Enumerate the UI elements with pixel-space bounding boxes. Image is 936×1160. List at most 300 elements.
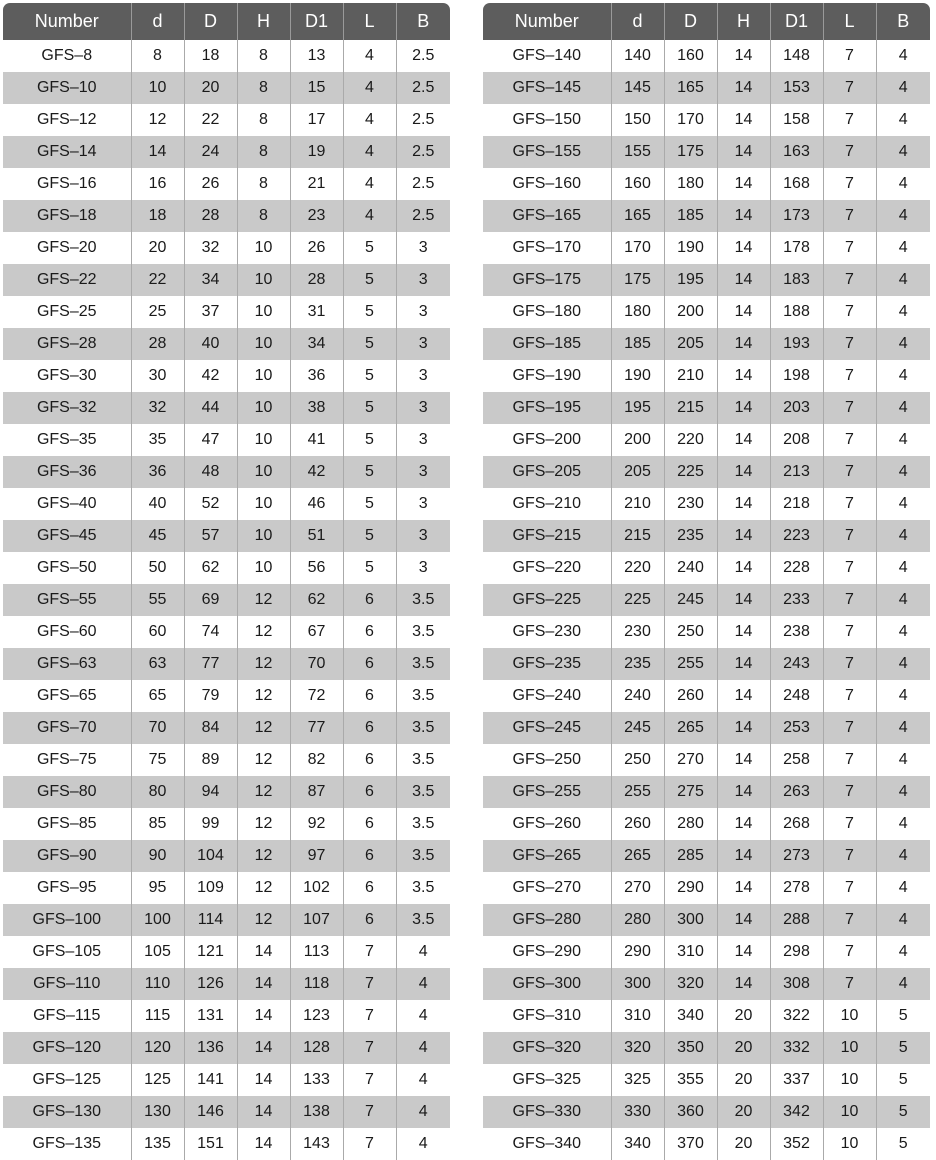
cell-D1: 158 <box>770 104 823 136</box>
cell-d: 270 <box>611 872 664 904</box>
table-row <box>3 424 450 456</box>
cell-L: 7 <box>823 296 876 328</box>
cell-D: 265 <box>664 712 717 744</box>
header-number: Number <box>483 3 611 40</box>
table-row <box>3 1128 450 1160</box>
table-row <box>483 392 930 424</box>
cell-number: GFS–25 <box>3 296 131 328</box>
table-row <box>483 520 930 552</box>
cell-D1: 72 <box>290 680 343 712</box>
cell-H: 10 <box>237 552 290 584</box>
header-L: L <box>823 3 876 40</box>
cell-D: 370 <box>664 1128 717 1160</box>
cell-number: GFS–70 <box>3 712 131 744</box>
cell-H: 14 <box>717 456 770 488</box>
cell-D1: 238 <box>770 616 823 648</box>
cell-d: 210 <box>611 488 664 520</box>
cell-D: 225 <box>664 456 717 488</box>
cell-D: 250 <box>664 616 717 648</box>
cell-number: GFS–12 <box>3 104 131 136</box>
cell-d: 140 <box>611 40 664 72</box>
cell-D1: 77 <box>290 712 343 744</box>
header-B: B <box>396 3 450 40</box>
cell-number: GFS–80 <box>3 776 131 808</box>
table-row <box>483 936 930 968</box>
cell-D1: 298 <box>770 936 823 968</box>
cell-D1: 153 <box>770 72 823 104</box>
cell-B: 3.5 <box>396 616 450 648</box>
cell-H: 14 <box>717 136 770 168</box>
cell-B: 3.5 <box>396 808 450 840</box>
cell-B: 3 <box>396 456 450 488</box>
cell-L: 7 <box>823 648 876 680</box>
cell-D: 170 <box>664 104 717 136</box>
cell-L: 7 <box>823 392 876 424</box>
cell-B: 3 <box>396 232 450 264</box>
cell-D: 280 <box>664 808 717 840</box>
cell-D1: 168 <box>770 168 823 200</box>
cell-D: 32 <box>184 232 237 264</box>
cell-d: 65 <box>131 680 184 712</box>
cell-H: 14 <box>717 104 770 136</box>
table-row <box>3 552 450 584</box>
cell-H: 14 <box>717 296 770 328</box>
cell-d: 340 <box>611 1128 664 1160</box>
cell-L: 7 <box>823 232 876 264</box>
cell-D1: 97 <box>290 840 343 872</box>
cell-L: 7 <box>343 1064 396 1096</box>
cell-L: 6 <box>343 616 396 648</box>
right-table-body <box>483 40 930 1160</box>
cell-number: GFS–110 <box>3 968 131 1000</box>
table-row <box>483 1000 930 1032</box>
cell-D: 109 <box>184 872 237 904</box>
cell-H: 14 <box>717 488 770 520</box>
cell-L: 5 <box>343 264 396 296</box>
cell-d: 32 <box>131 392 184 424</box>
cell-number: GFS–125 <box>3 1064 131 1096</box>
left-table-body <box>3 40 450 1160</box>
cell-H: 14 <box>717 200 770 232</box>
cell-D: 57 <box>184 520 237 552</box>
table-row <box>483 1128 930 1160</box>
cell-d: 145 <box>611 72 664 104</box>
cell-L: 7 <box>823 936 876 968</box>
cell-H: 8 <box>237 136 290 168</box>
cell-d: 80 <box>131 776 184 808</box>
table-row <box>3 360 450 392</box>
cell-number: GFS–250 <box>483 744 611 776</box>
cell-d: 28 <box>131 328 184 360</box>
cell-L: 5 <box>343 392 396 424</box>
cell-number: GFS–115 <box>3 1000 131 1032</box>
cell-d: 265 <box>611 840 664 872</box>
cell-d: 125 <box>131 1064 184 1096</box>
cell-H: 12 <box>237 776 290 808</box>
cell-B: 4 <box>876 968 930 1000</box>
cell-D1: 198 <box>770 360 823 392</box>
cell-B: 5 <box>876 1064 930 1096</box>
cell-D1: 26 <box>290 232 343 264</box>
cell-D1: 253 <box>770 712 823 744</box>
cell-B: 4 <box>396 1000 450 1032</box>
table-row <box>483 200 930 232</box>
cell-B: 4 <box>876 424 930 456</box>
cell-B: 4 <box>876 712 930 744</box>
cell-B: 4 <box>876 104 930 136</box>
cell-L: 7 <box>823 328 876 360</box>
cell-d: 18 <box>131 200 184 232</box>
cell-d: 25 <box>131 296 184 328</box>
cell-L: 7 <box>343 1096 396 1128</box>
cell-B: 4 <box>396 1128 450 1160</box>
cell-B: 3 <box>396 520 450 552</box>
cell-L: 4 <box>343 104 396 136</box>
cell-H: 12 <box>237 680 290 712</box>
cell-d: 150 <box>611 104 664 136</box>
table-row <box>3 744 450 776</box>
cell-number: GFS–65 <box>3 680 131 712</box>
cell-H: 10 <box>237 520 290 552</box>
cell-D1: 34 <box>290 328 343 360</box>
cell-H: 14 <box>717 936 770 968</box>
cell-L: 7 <box>823 40 876 72</box>
cell-H: 14 <box>717 424 770 456</box>
cell-B: 4 <box>876 488 930 520</box>
table-header-row <box>483 3 930 40</box>
table-row <box>483 616 930 648</box>
cell-number: GFS–330 <box>483 1096 611 1128</box>
table-row <box>483 360 930 392</box>
cell-number: GFS–8 <box>3 40 131 72</box>
cell-L: 7 <box>823 616 876 648</box>
cell-number: GFS–28 <box>3 328 131 360</box>
cell-L: 4 <box>343 40 396 72</box>
cell-d: 170 <box>611 232 664 264</box>
cell-D1: 42 <box>290 456 343 488</box>
cell-number: GFS–63 <box>3 648 131 680</box>
cell-H: 14 <box>717 584 770 616</box>
cell-B: 3.5 <box>396 744 450 776</box>
table-row <box>3 936 450 968</box>
cell-D1: 268 <box>770 808 823 840</box>
cell-H: 14 <box>717 648 770 680</box>
cell-d: 175 <box>611 264 664 296</box>
cell-d: 250 <box>611 744 664 776</box>
table-row <box>3 168 450 200</box>
cell-number: GFS–210 <box>483 488 611 520</box>
cell-L: 5 <box>343 232 396 264</box>
cell-H: 12 <box>237 808 290 840</box>
header-L: L <box>343 3 396 40</box>
cell-H: 14 <box>717 744 770 776</box>
cell-B: 4 <box>876 40 930 72</box>
header-d: d <box>131 3 184 40</box>
cell-D1: 41 <box>290 424 343 456</box>
cell-number: GFS–185 <box>483 328 611 360</box>
cell-D: 220 <box>664 424 717 456</box>
table-row <box>483 552 930 584</box>
cell-L: 10 <box>823 1032 876 1064</box>
cell-D: 52 <box>184 488 237 520</box>
cell-H: 14 <box>717 552 770 584</box>
cell-B: 3 <box>396 488 450 520</box>
cell-D1: 163 <box>770 136 823 168</box>
cell-number: GFS–40 <box>3 488 131 520</box>
cell-H: 10 <box>237 296 290 328</box>
header-D1: D1 <box>290 3 343 40</box>
cell-B: 3 <box>396 392 450 424</box>
cell-D: 114 <box>184 904 237 936</box>
cell-d: 60 <box>131 616 184 648</box>
cell-H: 8 <box>237 40 290 72</box>
cell-number: GFS–300 <box>483 968 611 1000</box>
cell-D1: 31 <box>290 296 343 328</box>
cell-B: 4 <box>876 840 930 872</box>
cell-L: 7 <box>823 136 876 168</box>
cell-L: 10 <box>823 1096 876 1128</box>
cell-D1: 113 <box>290 936 343 968</box>
cell-d: 240 <box>611 680 664 712</box>
table-row <box>3 264 450 296</box>
cell-d: 105 <box>131 936 184 968</box>
cell-L: 7 <box>343 936 396 968</box>
cell-D: 77 <box>184 648 237 680</box>
cell-number: GFS–30 <box>3 360 131 392</box>
cell-d: 120 <box>131 1032 184 1064</box>
cell-D1: 322 <box>770 1000 823 1032</box>
cell-D: 34 <box>184 264 237 296</box>
cell-number: GFS–190 <box>483 360 611 392</box>
cell-number: GFS–205 <box>483 456 611 488</box>
cell-number: GFS–340 <box>483 1128 611 1160</box>
table-row <box>3 680 450 712</box>
cell-number: GFS–105 <box>3 936 131 968</box>
left-spec-table <box>3 3 450 1160</box>
cell-B: 4 <box>876 648 930 680</box>
right-spec-table <box>483 3 930 1160</box>
cell-number: GFS–245 <box>483 712 611 744</box>
cell-H: 8 <box>237 104 290 136</box>
table-row <box>483 72 930 104</box>
cell-D: 104 <box>184 840 237 872</box>
cell-D: 146 <box>184 1096 237 1128</box>
cell-d: 36 <box>131 456 184 488</box>
cell-L: 5 <box>343 520 396 552</box>
cell-B: 4 <box>876 808 930 840</box>
cell-D: 300 <box>664 904 717 936</box>
cell-B: 4 <box>396 1064 450 1096</box>
cell-D1: 82 <box>290 744 343 776</box>
table-row <box>3 872 450 904</box>
table-row <box>3 136 450 168</box>
cell-H: 14 <box>717 520 770 552</box>
cell-D: 48 <box>184 456 237 488</box>
header-H: H <box>717 3 770 40</box>
cell-H: 14 <box>717 168 770 200</box>
cell-L: 6 <box>343 744 396 776</box>
cell-d: 180 <box>611 296 664 328</box>
cell-d: 330 <box>611 1096 664 1128</box>
cell-d: 20 <box>131 232 184 264</box>
cell-D1: 337 <box>770 1064 823 1096</box>
cell-L: 7 <box>823 360 876 392</box>
cell-D1: 123 <box>290 1000 343 1032</box>
cell-D1: 288 <box>770 904 823 936</box>
cell-D: 69 <box>184 584 237 616</box>
table-header-row <box>3 3 450 40</box>
cell-D1: 342 <box>770 1096 823 1128</box>
cell-number: GFS–230 <box>483 616 611 648</box>
cell-D: 20 <box>184 72 237 104</box>
cell-D1: 56 <box>290 552 343 584</box>
cell-H: 8 <box>237 168 290 200</box>
cell-d: 245 <box>611 712 664 744</box>
cell-L: 6 <box>343 872 396 904</box>
cell-d: 325 <box>611 1064 664 1096</box>
cell-D: 185 <box>664 200 717 232</box>
cell-H: 12 <box>237 584 290 616</box>
cell-D1: 218 <box>770 488 823 520</box>
cell-number: GFS–240 <box>483 680 611 712</box>
table-row <box>3 488 450 520</box>
table-row <box>483 136 930 168</box>
cell-H: 10 <box>237 392 290 424</box>
cell-D: 22 <box>184 104 237 136</box>
cell-d: 260 <box>611 808 664 840</box>
table-row <box>3 648 450 680</box>
table-row <box>3 40 450 72</box>
cell-D: 360 <box>664 1096 717 1128</box>
cell-d: 320 <box>611 1032 664 1064</box>
cell-H: 14 <box>237 1096 290 1128</box>
cell-number: GFS–55 <box>3 584 131 616</box>
cell-number: GFS–180 <box>483 296 611 328</box>
cell-L: 10 <box>823 1000 876 1032</box>
cell-B: 4 <box>876 200 930 232</box>
header-d: d <box>611 3 664 40</box>
cell-D1: 138 <box>290 1096 343 1128</box>
cell-L: 7 <box>823 776 876 808</box>
cell-B: 5 <box>876 1000 930 1032</box>
cell-D1: 352 <box>770 1128 823 1160</box>
cell-B: 2.5 <box>396 200 450 232</box>
cell-number: GFS–225 <box>483 584 611 616</box>
cell-d: 115 <box>131 1000 184 1032</box>
cell-B: 4 <box>876 328 930 360</box>
table-row <box>483 712 930 744</box>
cell-B: 4 <box>876 584 930 616</box>
table-row <box>483 968 930 1000</box>
cell-L: 7 <box>343 1032 396 1064</box>
cell-D1: 148 <box>770 40 823 72</box>
cell-number: GFS–36 <box>3 456 131 488</box>
cell-D1: 28 <box>290 264 343 296</box>
cell-D1: 17 <box>290 104 343 136</box>
cell-d: 14 <box>131 136 184 168</box>
cell-D: 215 <box>664 392 717 424</box>
table-row <box>3 104 450 136</box>
cell-d: 165 <box>611 200 664 232</box>
cell-d: 190 <box>611 360 664 392</box>
table-row <box>3 520 450 552</box>
table-row <box>3 200 450 232</box>
cell-L: 7 <box>823 712 876 744</box>
cell-number: GFS–270 <box>483 872 611 904</box>
cell-number: GFS–325 <box>483 1064 611 1096</box>
table-row <box>483 840 930 872</box>
cell-D1: 173 <box>770 200 823 232</box>
cell-D1: 278 <box>770 872 823 904</box>
cell-B: 3 <box>396 328 450 360</box>
table-row <box>3 328 450 360</box>
cell-H: 10 <box>237 456 290 488</box>
cell-B: 4 <box>876 872 930 904</box>
cell-d: 22 <box>131 264 184 296</box>
cell-H: 14 <box>237 968 290 1000</box>
cell-H: 14 <box>717 392 770 424</box>
header-D: D <box>184 3 237 40</box>
cell-B: 4 <box>876 392 930 424</box>
cell-L: 5 <box>343 424 396 456</box>
cell-B: 4 <box>876 616 930 648</box>
table-row <box>3 712 450 744</box>
table-row <box>483 488 930 520</box>
cell-L: 6 <box>343 904 396 936</box>
cell-number: GFS–50 <box>3 552 131 584</box>
cell-H: 14 <box>717 872 770 904</box>
cell-d: 50 <box>131 552 184 584</box>
cell-L: 7 <box>823 584 876 616</box>
cell-number: GFS–14 <box>3 136 131 168</box>
cell-d: 230 <box>611 616 664 648</box>
cell-L: 10 <box>823 1128 876 1160</box>
cell-D1: 13 <box>290 40 343 72</box>
cell-d: 95 <box>131 872 184 904</box>
cell-d: 130 <box>131 1096 184 1128</box>
cell-number: GFS–290 <box>483 936 611 968</box>
table-row <box>483 232 930 264</box>
cell-B: 4 <box>876 552 930 584</box>
cell-H: 14 <box>237 936 290 968</box>
cell-d: 220 <box>611 552 664 584</box>
cell-D: 190 <box>664 232 717 264</box>
cell-D: 245 <box>664 584 717 616</box>
cell-B: 4 <box>396 1032 450 1064</box>
table-row <box>483 1064 930 1096</box>
cell-H: 14 <box>237 1128 290 1160</box>
cell-number: GFS–235 <box>483 648 611 680</box>
cell-L: 7 <box>823 424 876 456</box>
table-row <box>483 808 930 840</box>
cell-H: 14 <box>717 232 770 264</box>
cell-number: GFS–140 <box>483 40 611 72</box>
cell-L: 7 <box>823 456 876 488</box>
cell-H: 10 <box>237 360 290 392</box>
cell-H: 14 <box>717 360 770 392</box>
cell-L: 7 <box>823 968 876 1000</box>
cell-d: 205 <box>611 456 664 488</box>
table-row <box>3 840 450 872</box>
cell-L: 5 <box>343 360 396 392</box>
table-row <box>483 40 930 72</box>
cell-number: GFS–160 <box>483 168 611 200</box>
cell-D: 290 <box>664 872 717 904</box>
cell-d: 215 <box>611 520 664 552</box>
table-row <box>483 904 930 936</box>
cell-L: 6 <box>343 648 396 680</box>
cell-L: 7 <box>343 968 396 1000</box>
